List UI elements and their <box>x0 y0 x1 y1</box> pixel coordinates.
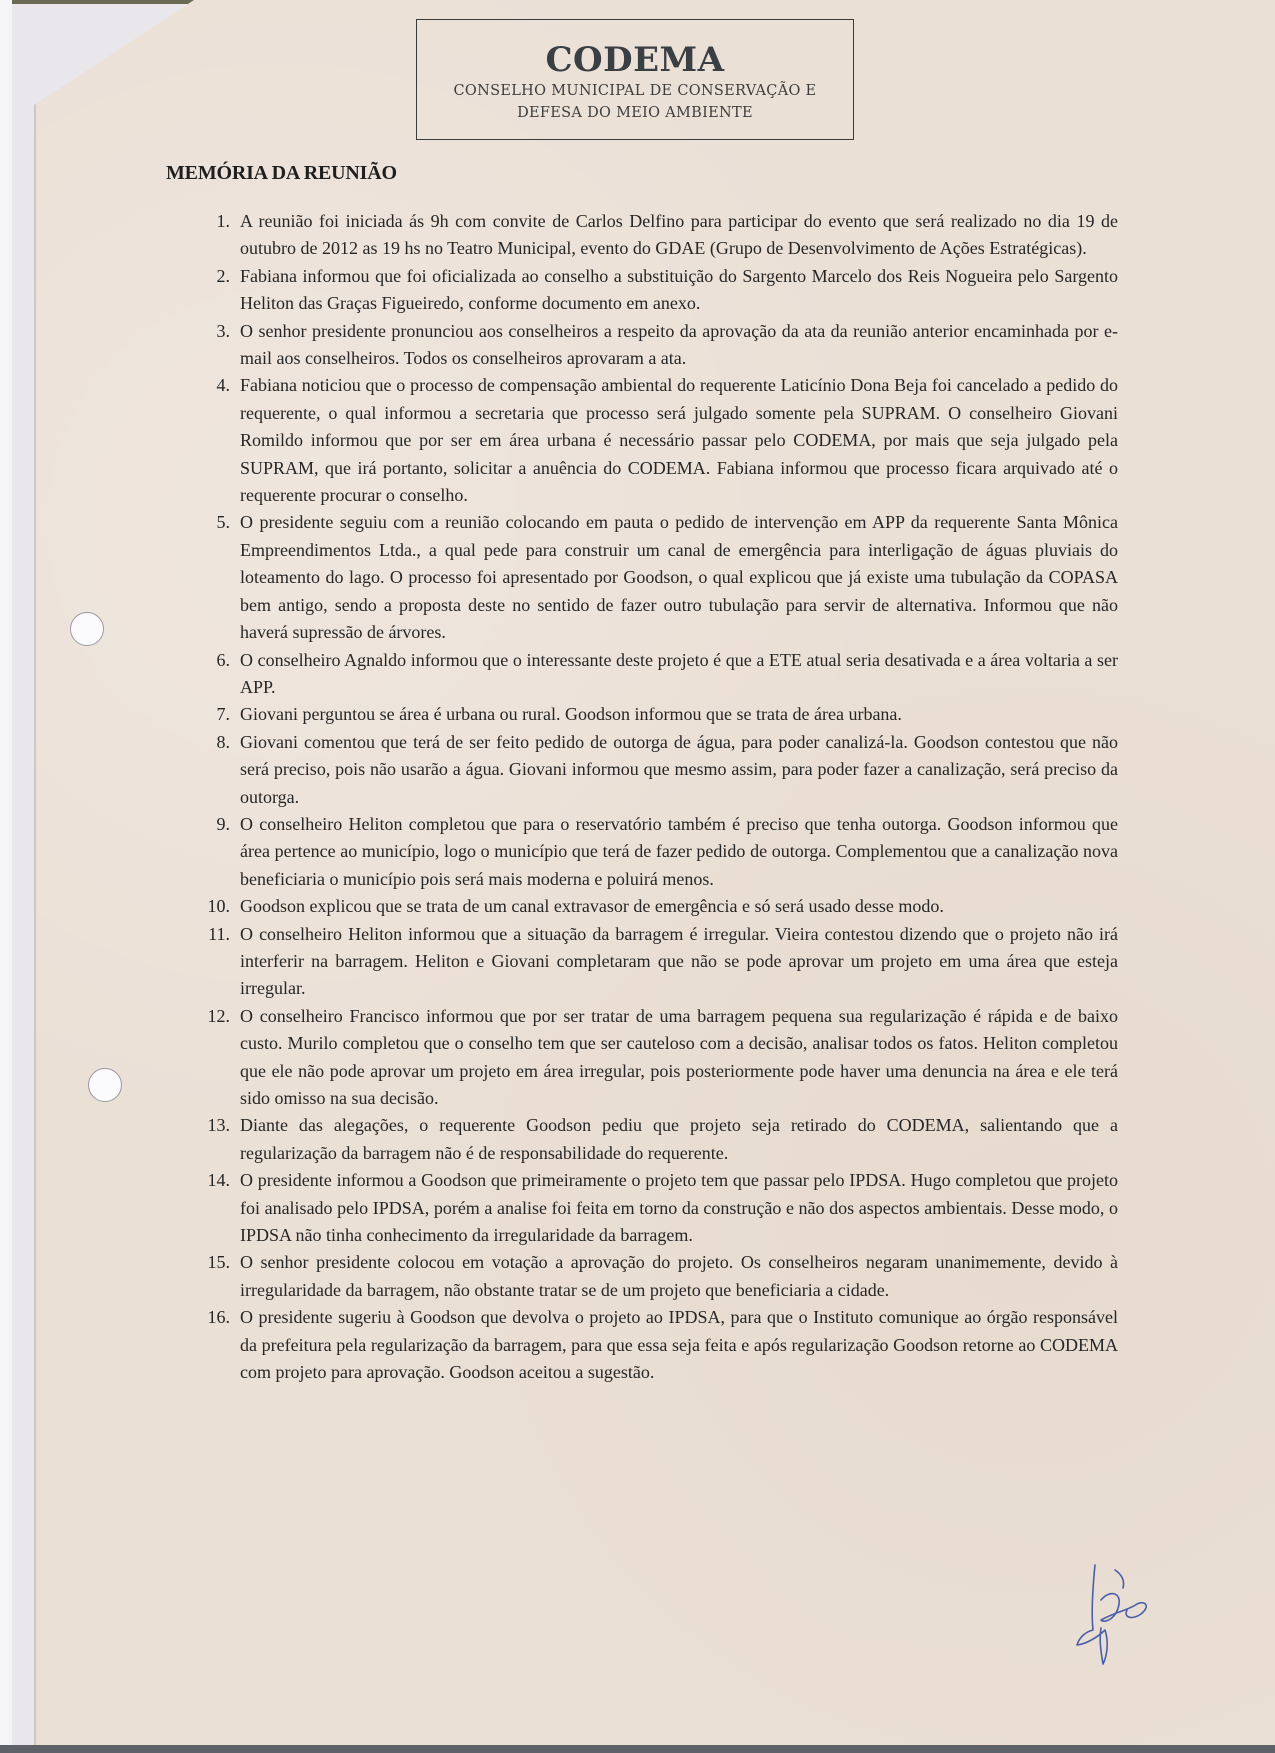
item-number: 10. <box>207 896 230 917</box>
item-text: O presidente sugeriu à Goodson que devolva o projeto ao IPDSA, para que o Instituto comunique ao órgão responsável da prefeitura pela regularização da barragem, para que essa seja feita e após regularização Goodson retorne ao CODEMA com projeto para aprovação. Goodson aceitou a sugestão. <box>240 1307 1118 1383</box>
minutes-list <box>200 208 1118 1386</box>
item-text: O conselheiro Heliton completou que para o reservatório também é preciso que tenha outorga. Goodson informou que área pertence ao município, logo o município que terá de fazer pedido de outorga. Complementou que a canalização nova beneficiaria o município pois será mais moderna e poluirá menos. <box>240 813 1118 889</box>
item-text: O conselheiro Agnaldo informou que o interessante deste projeto é que a ETE atual seria desativada e a área voltaria a ser APP. <box>240 649 1118 697</box>
item-number: 11. <box>208 923 230 944</box>
minutes-item <box>200 208 1118 263</box>
item-text: O conselheiro Heliton informou que a situação da barragem é irregular. Vieira contestou dizendo que o projeto não irá interferir na barragem. Heliton e Giovani completaram que não se pode aprovar um projeto em uma área que esteja irregular. <box>240 923 1118 999</box>
minutes-item <box>200 921 1118 1003</box>
item-number: 4. <box>216 375 230 396</box>
organization-subtitle-line1: CONSELHO MUNICIPAL DE CONSERVAÇÃO E <box>453 83 817 99</box>
organization-subtitle-line2: DEFESA DO MEIO AMBIENTE <box>517 105 753 121</box>
item-number: 8. <box>216 731 230 752</box>
item-text: Goodson explicou que se trata de um canal extravasor de emergência e só será usado desse modo. <box>240 896 944 917</box>
minutes-item <box>200 509 1118 646</box>
item-number: 7. <box>216 704 230 725</box>
minutes-item <box>200 893 1118 920</box>
item-number: 6. <box>216 649 230 670</box>
minutes-item <box>200 318 1118 373</box>
item-number: 5. <box>216 512 230 533</box>
minutes-item <box>200 1304 1118 1386</box>
item-number: 1. <box>216 211 230 231</box>
item-text: O conselheiro Francisco informou que por ser tratar de uma barragem pequena sua regularização é rápida e de baixo custo. Murilo completou que o conselho tem que ser cauteloso com a decisão, analisar todos os fatos. Heliton completou que ele não pode aprovar um projeto em área irregular, pois posteriormente pode haver uma denuncia na área e ele terá sido omisso na sua decisão. <box>240 1005 1118 1108</box>
item-number: 13. <box>207 1115 230 1136</box>
item-text: O presidente informou a Goodson que primeiramente o projeto tem que passar pelo IPDSA. Hugo completou que projeto foi analisado pelo IPDSA, porém a analise foi feita em torno da construção e não dos aspectos ambientais. Desse modo, o IPDSA não tinha conhecimento da irregularidade da barragem. <box>240 1170 1118 1246</box>
minutes-item <box>200 1003 1118 1113</box>
minutes-item <box>200 1112 1118 1167</box>
item-number: 12. <box>207 1005 230 1026</box>
organization-title: CODEMA <box>545 40 725 80</box>
letterhead-box <box>416 19 854 140</box>
item-text: Giovani comentou que terá de ser feito pedido de outorga de água, para poder canalizá-la. Goodson contestou que não será preciso, pois não usarão a água. Giovani informou que mesmo assim, para poder fazer a canalização, será preciso da outorga. <box>240 731 1118 807</box>
item-text: Giovani perguntou se área é urbana ou rural. Goodson informou que se trata de área urbana. <box>240 704 902 725</box>
minutes-item <box>200 729 1118 811</box>
item-number: 3. <box>216 320 230 341</box>
scan-edge-bottom <box>0 1745 1275 1753</box>
punch-hole <box>70 612 104 646</box>
item-number: 16. <box>207 1307 230 1328</box>
minutes-item <box>200 811 1118 893</box>
minutes-item <box>200 263 1118 318</box>
minutes-item <box>200 372 1118 509</box>
scan-background <box>0 0 12 1753</box>
item-text: Fabiana noticiou que o processo de compensação ambiental do requerente Laticínio Dona Beja foi cancelado a pedido do requerente, o qual informou a secretaria que processo será julgado somente pela SUPRAM. O conselheiro Giovani Romildo informou que por ser em área urbana é necessário passar pelo CODEMA, por mais que seja julgado pela SUPRAM, que irá portanto, solicitar a anuência do CODEMA. Fabiana informou que processo ficara arquivado até o requerente procurar o conselho. <box>240 375 1118 506</box>
item-text: O senhor presidente colocou em votação a aprovação do projeto. Os conselheiros negaram unanimemente, devido à irregularidade da barragem, não obstante tratar se de um projeto que beneficiaria a cidade. <box>240 1252 1118 1300</box>
item-number: 15. <box>207 1252 230 1273</box>
punch-hole <box>88 1068 122 1102</box>
minutes-item <box>200 701 1118 728</box>
item-number: 2. <box>216 265 230 286</box>
minutes-item <box>200 647 1118 702</box>
item-number: 9. <box>216 813 230 834</box>
document-heading: MEMÓRIA DA REUNIÃO <box>166 162 397 184</box>
handwritten-signature <box>1075 1560 1155 1670</box>
minutes-item <box>200 1167 1118 1249</box>
minutes-item <box>200 1249 1118 1304</box>
item-text: A reunião foi iniciada ás 9h com convite de Carlos Delfino para participar do evento que será realizado no dia 19 de outubro de 2012 as 19 hs no Teatro Municipal, evento do GDAE (Grupo de Desenvolvimento de Ações Estratégicas). <box>240 211 1118 259</box>
item-text: Diante das alegações, o requerente Goodson pediu que projeto seja retirado do CODEMA, salientando que a regularização da barragem não é de responsabilidade do requerente. <box>240 1115 1118 1163</box>
item-text: O presidente seguiu com a reunião colocando em pauta o pedido de intervenção em APP da requerente Santa Mônica Empreendimentos Ltda., a qual pede para construir um canal de emergência para interligação de águas pluviais do loteamento do lago. O processo foi apresentado por Goodson, o qual explicou que já existe uma tubulação da COPASA bem antigo, sendo a proposta deste no sentido de fazer outro tubulação para servir de alternativa. Informou que não haverá supressão de árvores. <box>240 512 1118 643</box>
item-number: 14. <box>207 1170 230 1191</box>
item-text: O senhor presidente pronunciou aos conselheiros a respeito da aprovação da ata da reunião anterior encaminhada por e-mail aos conselheiros. Todos os conselheiros aprovaram a ata. <box>240 320 1118 369</box>
item-text: Fabiana informou que foi oficializada ao conselho a substituição do Sargento Marcelo dos Reis Nogueira pelo Sargento Heliton das Graças Figueiredo, conforme documento em anexo. <box>240 265 1118 314</box>
signature-stroke <box>1077 1565 1146 1664</box>
